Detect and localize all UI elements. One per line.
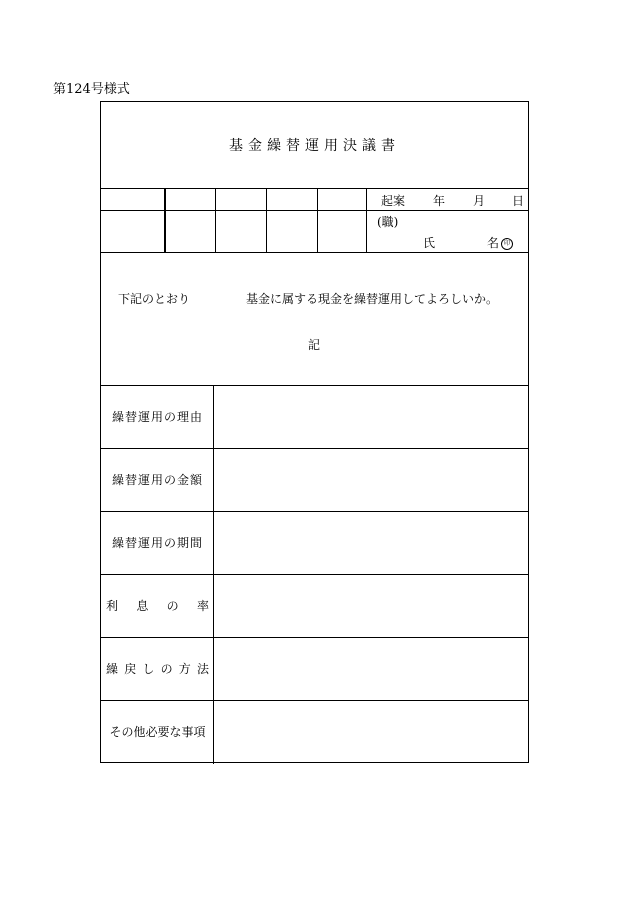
form-title: 基金繰替運用決議書 [229,138,400,154]
row-label-other: その他必要な事項 [109,725,206,739]
row-value-interest-rate[interactable] [214,574,528,637]
name-label [487,234,513,251]
divider [101,252,528,253]
label-char: 繰 [106,662,120,676]
label-char: 法 [196,662,210,676]
label-char: し [142,662,156,676]
label-char: の [160,662,174,676]
label-char: 利 [106,599,120,613]
year-label: 年 [433,194,446,208]
row-value-repayment-method[interactable] [214,637,528,700]
divider [164,188,166,252]
name-label-text: 名 [487,236,500,250]
draft-label: 起案 [381,194,406,208]
row-label-amount: 繰替運用の金額 [111,473,203,487]
form-frame [100,101,529,763]
row-value-reason[interactable] [214,385,528,448]
label-char: 率 [196,599,210,613]
row-value-other[interactable] [214,700,528,763]
label-char: 方 [178,662,192,676]
ki-mark: 記 [308,338,321,352]
row-label-repayment-method [101,637,214,700]
statement-text: 基金に属する現金を繰替運用してよろしいか。 [246,292,499,306]
day-label: 日 [512,194,525,208]
row-label-interest-rate [101,574,214,637]
post-label: (職) [377,215,399,229]
statement-prefix: 下記のとおり [118,292,191,306]
month-label: 月 [473,194,486,208]
divider [366,188,367,252]
label-char: 息 [136,599,150,613]
divider [266,188,267,252]
divider [215,188,216,252]
row-value-amount[interactable] [214,448,528,511]
row-label-reason: 繰替運用の理由 [111,410,203,424]
row-label-period: 繰替運用の期間 [111,536,203,550]
label-char: 戻 [124,662,138,676]
label-char: の [166,599,180,613]
row-value-period[interactable] [214,511,528,574]
form-number: 第124号様式 [53,82,130,97]
seal-mark: 印 [501,238,513,250]
divider [317,188,318,252]
surname-label: 氏 [423,236,436,250]
